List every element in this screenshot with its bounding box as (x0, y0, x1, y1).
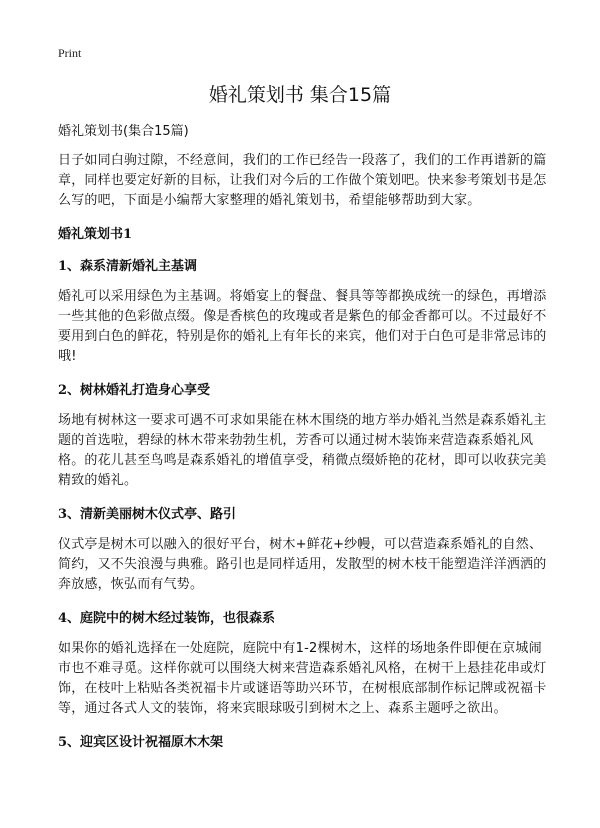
item-paragraph: 仪式亭是树木可以融入的很好平台，树木+鲜花+纱幔，可以营造森系婚礼的自然、简约，又不失浪漫与典雅。路引也是同样适用，发散型的树木枝干能塑造洋洋洒洒的奔放感，恢弘而有气势。 (58, 537, 547, 592)
item-paragraph: 婚礼可以采用绿色为主基调。将婚宴上的餐盘、餐具等等都换成统一的绿色，再增添一些其他的色彩做点缀。像是香槟色的玫瑰或者是紫色的郁金香都可以。不过最好不要用到白色的鲜花，特别是你的婚礼上有年长的来宾，他们对于白色可是非常忌讳的哦! (58, 289, 547, 364)
item-heading: 1、森系清新婚礼主基调 (58, 259, 198, 274)
item-heading: 4、庭院中的树木经过装饰，也很森系 (58, 611, 276, 626)
document-body (58, 120, 550, 763)
page-title: 婚礼策划书 集合15篇 (208, 84, 392, 106)
intro-paragraph: 日子如同白驹过隙，不经意间，我们的工作已经告一段落了，我们的工作再谱新的篇章，同样也要定好新的目标，让我们对今后的工作做个策划吧。快来参考策划书是怎么写的吧，下面是小编帮大家整理的婚礼策划书，希望能够帮助到大家。 (58, 153, 547, 208)
item-heading: 3、清新美丽树木仪式亭、路引 (58, 507, 237, 522)
document-subtitle: 婚礼策划书(集合15篇) (58, 124, 189, 139)
item-paragraph: 场地有树林这一要求可遇不可求如果能在林木围绕的地方举办婚礼当然是森系婚礼主题的首选啦，碧绿的林木带来勃勃生机，芳香可以通过树木装饰来营造森系婚礼风格。的花儿甚至鸟鸣是森系婚礼的增值享受，稍微点缀娇艳的花材，即可以收获完美精致的婚礼。 (58, 413, 547, 488)
section-title: 婚礼策划书1 (58, 227, 133, 242)
item-heading: 2、树林婚礼打造身心享受 (58, 383, 211, 398)
item-heading: 5、迎宾区设计祝福原木木架 (58, 735, 224, 750)
print-link[interactable]: Print (58, 46, 82, 60)
item-paragraph: 如果你的婚礼选择在一处庭院，庭院中有1-2棵树木，这样的场地条件即便在京城闹市也不难寻觅。这样你就可以围绕大树来营造森系婚礼风格，在树干上悬挂花串或灯饰，在枝叶上粘贴各类祝福卡片或谜语等助兴环节，在树根底部制作标记牌或祝福卡等，通过各式人文的装饰，将来宾眼球吸引到树木之上、森系主题呼之欲出。 (58, 641, 547, 716)
